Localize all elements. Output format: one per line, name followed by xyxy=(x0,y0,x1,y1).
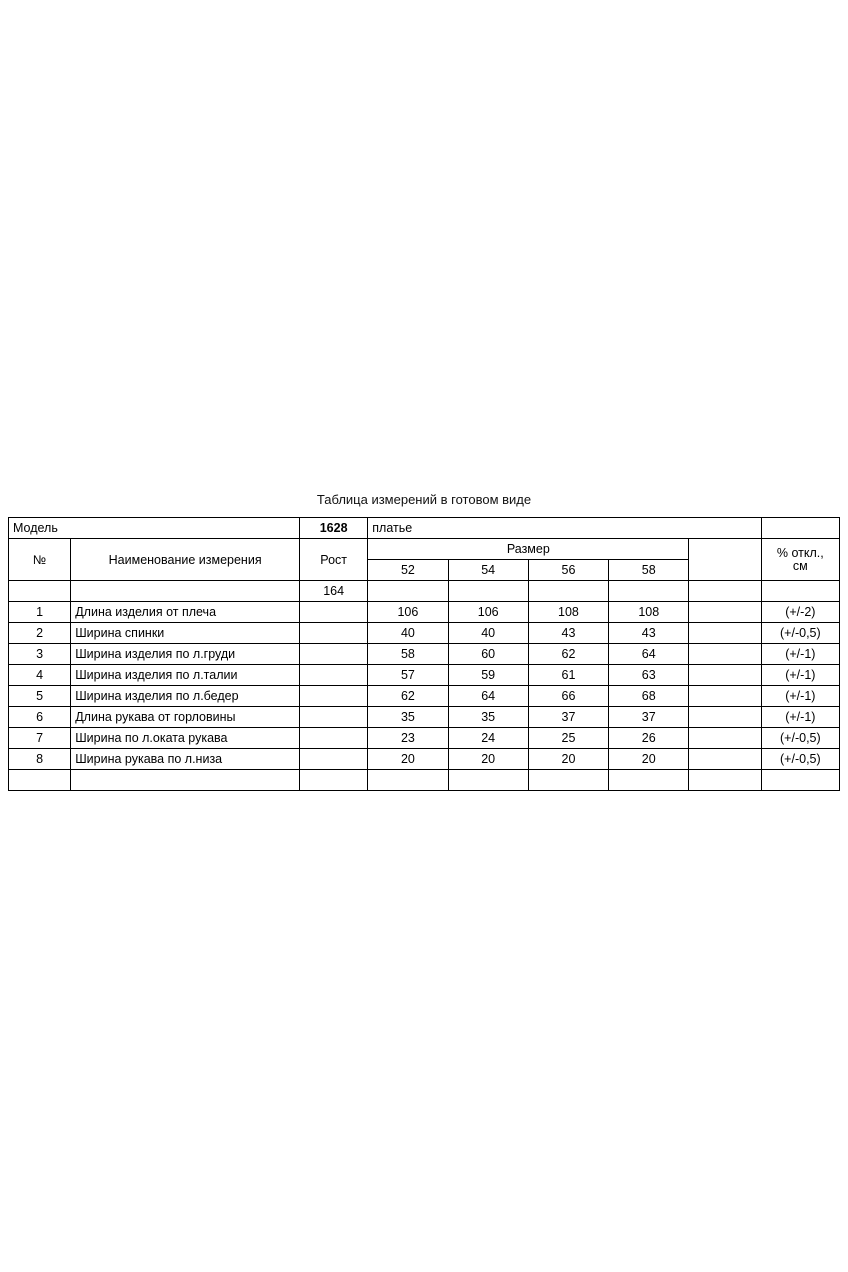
row-number: 7 xyxy=(9,728,71,749)
row-value-58: 20 xyxy=(609,749,689,770)
empty-deviation xyxy=(761,770,839,791)
row-blank xyxy=(689,665,761,686)
row-number: 6 xyxy=(9,707,71,728)
model-row-deviation-cell xyxy=(761,518,839,539)
row-value-52: 35 xyxy=(368,707,448,728)
row-deviation: (+/-0,5) xyxy=(761,728,839,749)
table-row xyxy=(9,707,840,728)
size-column-58: 58 xyxy=(609,560,689,581)
header-number: № xyxy=(9,539,71,581)
empty-value-58 xyxy=(609,770,689,791)
row-height xyxy=(300,665,368,686)
height-row-name xyxy=(71,581,300,602)
header-blank xyxy=(689,539,761,581)
measurements-table-container xyxy=(8,517,840,791)
header-deviation-line1: % откл., xyxy=(776,545,824,560)
row-value-56: 66 xyxy=(528,686,608,707)
row-value-56: 61 xyxy=(528,665,608,686)
table-row xyxy=(9,728,840,749)
table-row xyxy=(9,602,840,623)
row-value-52: 58 xyxy=(368,644,448,665)
row-value-54: 59 xyxy=(448,665,528,686)
height-row-size-56 xyxy=(528,581,608,602)
empty-value-54 xyxy=(448,770,528,791)
page-title: Таблица измерений в готовом виде xyxy=(316,492,532,507)
row-deviation: (+/-1) xyxy=(761,665,839,686)
row-height xyxy=(300,644,368,665)
empty-value-52 xyxy=(368,770,448,791)
model-label: Модель xyxy=(9,518,300,539)
row-value-56: 37 xyxy=(528,707,608,728)
size-column-52: 52 xyxy=(368,560,448,581)
row-measurement-name: Ширина спинки xyxy=(71,623,300,644)
height-row-deviation xyxy=(761,581,839,602)
row-value-52: 23 xyxy=(368,728,448,749)
table-row xyxy=(9,644,840,665)
empty-name xyxy=(71,770,300,791)
row-value-54: 24 xyxy=(448,728,528,749)
row-measurement-name: Длина изделия от плеча xyxy=(71,602,300,623)
row-value-56: 43 xyxy=(528,623,608,644)
row-measurement-name: Ширина изделия по л.бедер xyxy=(71,686,300,707)
empty-number xyxy=(9,770,71,791)
table-row xyxy=(9,665,840,686)
row-deviation: (+/-1) xyxy=(761,686,839,707)
row-height xyxy=(300,623,368,644)
header-size-group: Размер xyxy=(368,539,689,560)
row-value-58: 64 xyxy=(609,644,689,665)
header-deviation-line2: см xyxy=(792,558,808,573)
row-value-58: 26 xyxy=(609,728,689,749)
model-type: платье xyxy=(368,518,761,539)
row-height xyxy=(300,707,368,728)
row-measurement-name: Ширина по л.оката рукава xyxy=(71,728,300,749)
row-value-56: 20 xyxy=(528,749,608,770)
measurements-table xyxy=(8,517,840,791)
row-value-54: 106 xyxy=(448,602,528,623)
model-code: 1628 xyxy=(300,518,368,539)
row-deviation: (+/-0,5) xyxy=(761,623,839,644)
table-row-header xyxy=(9,539,840,560)
row-value-58: 108 xyxy=(609,602,689,623)
row-value-54: 35 xyxy=(448,707,528,728)
row-value-52: 40 xyxy=(368,623,448,644)
row-value-58: 43 xyxy=(609,623,689,644)
row-value-52: 20 xyxy=(368,749,448,770)
height-row-number xyxy=(9,581,71,602)
empty-blank xyxy=(689,770,761,791)
height-row-size-54 xyxy=(448,581,528,602)
row-value-58: 68 xyxy=(609,686,689,707)
row-deviation: (+/-0,5) xyxy=(761,749,839,770)
table-row xyxy=(9,623,840,644)
row-value-56: 62 xyxy=(528,644,608,665)
row-height xyxy=(300,602,368,623)
table-row-model xyxy=(9,518,840,539)
row-value-54: 60 xyxy=(448,644,528,665)
header-deviation xyxy=(761,539,839,581)
row-value-54: 20 xyxy=(448,749,528,770)
table-row-height-values xyxy=(9,581,840,602)
row-measurement-name: Длина рукава от горловины xyxy=(71,707,300,728)
empty-height xyxy=(300,770,368,791)
row-value-54: 40 xyxy=(448,623,528,644)
row-number: 1 xyxy=(9,602,71,623)
row-deviation: (+/-2) xyxy=(761,602,839,623)
row-number: 2 xyxy=(9,623,71,644)
row-height xyxy=(300,749,368,770)
row-blank xyxy=(689,749,761,770)
header-measurement-name: Наименование измерения xyxy=(71,539,300,581)
row-number: 4 xyxy=(9,665,71,686)
row-blank xyxy=(689,644,761,665)
row-blank xyxy=(689,623,761,644)
row-number: 8 xyxy=(9,749,71,770)
row-deviation: (+/-1) xyxy=(761,644,839,665)
row-measurement-name: Ширина рукава по л.низа xyxy=(71,749,300,770)
size-column-54: 54 xyxy=(448,560,528,581)
table-row xyxy=(9,686,840,707)
height-row-size-58 xyxy=(609,581,689,602)
row-value-52: 57 xyxy=(368,665,448,686)
header-height: Рост xyxy=(300,539,368,581)
height-value: 164 xyxy=(300,581,368,602)
row-measurement-name: Ширина изделия по л.талии xyxy=(71,665,300,686)
row-blank xyxy=(689,728,761,749)
row-deviation: (+/-1) xyxy=(761,707,839,728)
size-column-56: 56 xyxy=(528,560,608,581)
row-height xyxy=(300,686,368,707)
row-height xyxy=(300,728,368,749)
height-row-size-52 xyxy=(368,581,448,602)
row-number: 3 xyxy=(9,644,71,665)
row-value-52: 62 xyxy=(368,686,448,707)
empty-value-56 xyxy=(528,770,608,791)
table-row xyxy=(9,749,840,770)
row-value-56: 25 xyxy=(528,728,608,749)
row-blank xyxy=(689,707,761,728)
table-row-empty xyxy=(9,770,840,791)
row-value-54: 64 xyxy=(448,686,528,707)
row-value-52: 106 xyxy=(368,602,448,623)
row-measurement-name: Ширина изделия по л.груди xyxy=(71,644,300,665)
row-blank xyxy=(689,686,761,707)
row-value-58: 37 xyxy=(609,707,689,728)
row-value-56: 108 xyxy=(528,602,608,623)
row-value-58: 63 xyxy=(609,665,689,686)
height-row-blank xyxy=(689,581,761,602)
row-blank xyxy=(689,602,761,623)
row-number: 5 xyxy=(9,686,71,707)
